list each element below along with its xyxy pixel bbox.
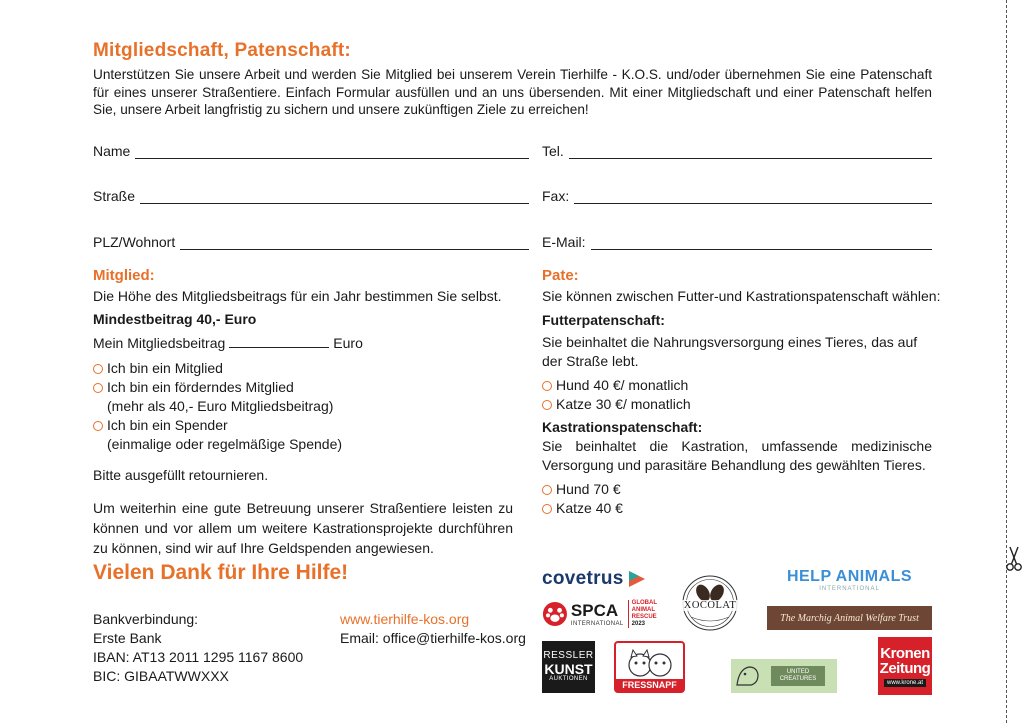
food-options [542, 376, 932, 414]
ressler-line: AUKTIONEN [549, 676, 588, 683]
email-input-line[interactable] [591, 234, 932, 250]
thanks-heading: Vielen Dank für Ihre Hilfe! [93, 561, 349, 584]
cut-line [1006, 0, 1007, 723]
united-creatures-logo [731, 659, 837, 693]
return-note: Bitte ausgefüllt retournieren. [93, 467, 269, 483]
ressler-logo [542, 641, 595, 693]
option-supporting-member[interactable] [93, 378, 523, 397]
covetrus-mark-icon [627, 569, 647, 589]
bank-label: Bankverbindung: [93, 611, 199, 627]
phone-field[interactable] [542, 139, 932, 159]
spca-logo [542, 597, 657, 631]
covetrus-wordmark: covetrus [542, 568, 624, 589]
option-label: Hund 40 €/ monatlich [556, 377, 689, 393]
krone-line: Zeitung [879, 659, 931, 677]
option-cat-castration[interactable] [542, 499, 932, 518]
spca-badge-line: RESCUE [631, 614, 657, 620]
bic: BIC: GIBAATWWXXX [93, 668, 229, 684]
option-dog-castration[interactable] [542, 480, 932, 499]
member-heading: Mitglied: [93, 267, 155, 284]
phone-label: Tel. [542, 143, 564, 159]
help-animals-sub: INTERNATIONAL [819, 586, 880, 592]
option-sub: (einmalige oder regelmäßige Spende) [107, 436, 343, 452]
donation-note: Um weiterhin eine gute Betreuung unserer Straßentiere leisten zu können und vor allem um weitere Kastrationsprojekte durchführen zu können, sind wir auf Ihre Geldspenden angewiesen. [93, 500, 513, 556]
fressnapf-logo [614, 641, 685, 693]
food-desc: Sie beinhaltet die Nahrungsversorgung eines Tieres, das auf der Straße lebt. [542, 334, 918, 369]
email-row [340, 629, 526, 648]
spca-paw-icon [542, 600, 568, 628]
iban: IBAN: AT13 2011 1295 1167 8600 [93, 649, 304, 665]
page-title: Mitgliedschaft, Patenschaft: [93, 40, 351, 61]
radio-circle-icon[interactable] [542, 400, 552, 410]
phone-input-line[interactable] [569, 143, 932, 159]
fee-input-line[interactable] [229, 335, 329, 348]
option-label: Ich bin ein förderndes Mitglied [107, 379, 294, 395]
option-cat-food[interactable] [542, 395, 932, 414]
city-input-line[interactable] [180, 234, 529, 250]
covetrus-logo [542, 567, 657, 591]
ressler-line: RESSLER [543, 650, 594, 662]
spca-badge-line: 2023 [631, 621, 646, 627]
contact-details [340, 610, 526, 648]
xocolat-wordmark: XOCOLAT [677, 600, 743, 611]
name-field[interactable] [93, 139, 529, 159]
option-sub: (mehr als 40,- Euro Mitgliedsbeitrag) [107, 398, 334, 414]
spca-badge-line: ANIMAL [631, 607, 655, 613]
fee-label: Mein Mitgliedsbeitrag [93, 335, 226, 351]
name-input-line[interactable] [135, 143, 529, 159]
help-animals-logo [767, 565, 932, 595]
minimum-fee: Mindestbeitrag 40,- Euro [93, 311, 257, 327]
radio-circle-icon[interactable] [93, 364, 103, 374]
castration-title: Kastrationspatenschaft: [542, 419, 703, 435]
radio-circle-icon[interactable] [93, 383, 103, 393]
fax-input-line[interactable] [574, 188, 932, 204]
email-field[interactable] [542, 230, 932, 250]
option-label: Katze 40 € [556, 500, 623, 516]
bank-name: Erste Bank [93, 630, 162, 646]
option-label: Ich bin ein Mitglied [107, 360, 223, 376]
option-label: Ich bin ein Spender [107, 417, 228, 433]
option-label: Hund 70 € [556, 481, 621, 497]
city-label: PLZ/Wohnort [93, 234, 176, 250]
fax-field[interactable] [542, 184, 932, 204]
radio-circle-icon[interactable] [542, 485, 552, 495]
ressler-line: KUNST [544, 660, 593, 677]
member-desc: Die Höhe des Mitgliedsbeitrags für ein Jahr bestimmen Sie selbst. [93, 288, 502, 304]
fressnapf-wordmark: FRESSNAPF [616, 679, 683, 691]
spca-badge-line: GLOBAL [631, 600, 657, 606]
option-donor[interactable] [93, 416, 523, 435]
fressnapf-pets-icon [622, 649, 678, 679]
krone-line: Kronen [880, 644, 930, 662]
option-member[interactable] [93, 359, 523, 378]
xocolat-logo [677, 575, 743, 635]
name-label: Name [93, 143, 131, 159]
bank-details [93, 610, 303, 686]
castration-desc: Sie beinhaltet die Kastration, umfassende medizinische Versorgung und parasitäre Behandlung des gewählten Tieres. [542, 438, 932, 473]
fee-row [93, 334, 363, 353]
radio-circle-icon[interactable] [93, 421, 103, 431]
sponsor-desc: Sie können zwischen Futter-und Kastrationspatenschaft wählen: [542, 288, 941, 304]
spca-badge [628, 600, 657, 628]
spca-wordmark: SPCA [570, 600, 619, 620]
website-link[interactable]: www.tierhilfe-kos.org [340, 611, 470, 627]
sponsor-heading: Pate: [542, 267, 579, 284]
fax-label: Fax: [542, 188, 570, 204]
intro-text: Unterstützen Sie unsere Arbeit und werden Sie Mitglied bei unserem Verein Tierhilfe - K.O.S. und/oder übernehmen Sie eine Patenschaft für eines unserer Straßentiere. Einfach Formular ausfüllen und an uns übersenden. Mit einer Mitgliedschaft und einer Patenschaft helfen Sie, unsere Arbeit langfristig zu sichern und unsere zukünftigen Ziele zu erreichen! [93, 67, 932, 117]
email-link[interactable]: office@tierhilfe-kos.org [382, 630, 526, 646]
food-title: Futterpatenschaft: [542, 312, 665, 328]
member-options [93, 359, 523, 454]
email-label: E-Mail: [542, 234, 586, 250]
help-animals-wordmark: HELP ANIMALS [786, 568, 913, 585]
krone-logo [878, 637, 932, 695]
united-creatures-animal-icon [731, 659, 765, 693]
email-contact-label: Email: [340, 630, 379, 646]
street-input-line[interactable] [140, 188, 529, 204]
castration-options [542, 480, 932, 518]
krone-sub: www.krone.at [884, 679, 926, 687]
radio-circle-icon[interactable] [542, 504, 552, 514]
street-field[interactable] [93, 184, 529, 204]
marchig-wordmark: The Marchig Animal Welfare Trust [780, 612, 919, 624]
option-label: Katze 30 €/ monatlich [556, 396, 691, 412]
fee-unit: Euro [333, 335, 363, 351]
street-label: Straße [93, 188, 136, 204]
united-creatures-wordmark: UNITED CREATURES [771, 666, 825, 686]
option-dog-food[interactable] [542, 376, 932, 395]
city-field[interactable] [93, 230, 529, 250]
scissors-icon [1005, 545, 1024, 573]
radio-circle-icon[interactable] [542, 381, 552, 391]
spca-sub: INTERNATIONAL [570, 620, 624, 627]
spca-text [571, 602, 624, 627]
marchig-logo [767, 606, 932, 630]
